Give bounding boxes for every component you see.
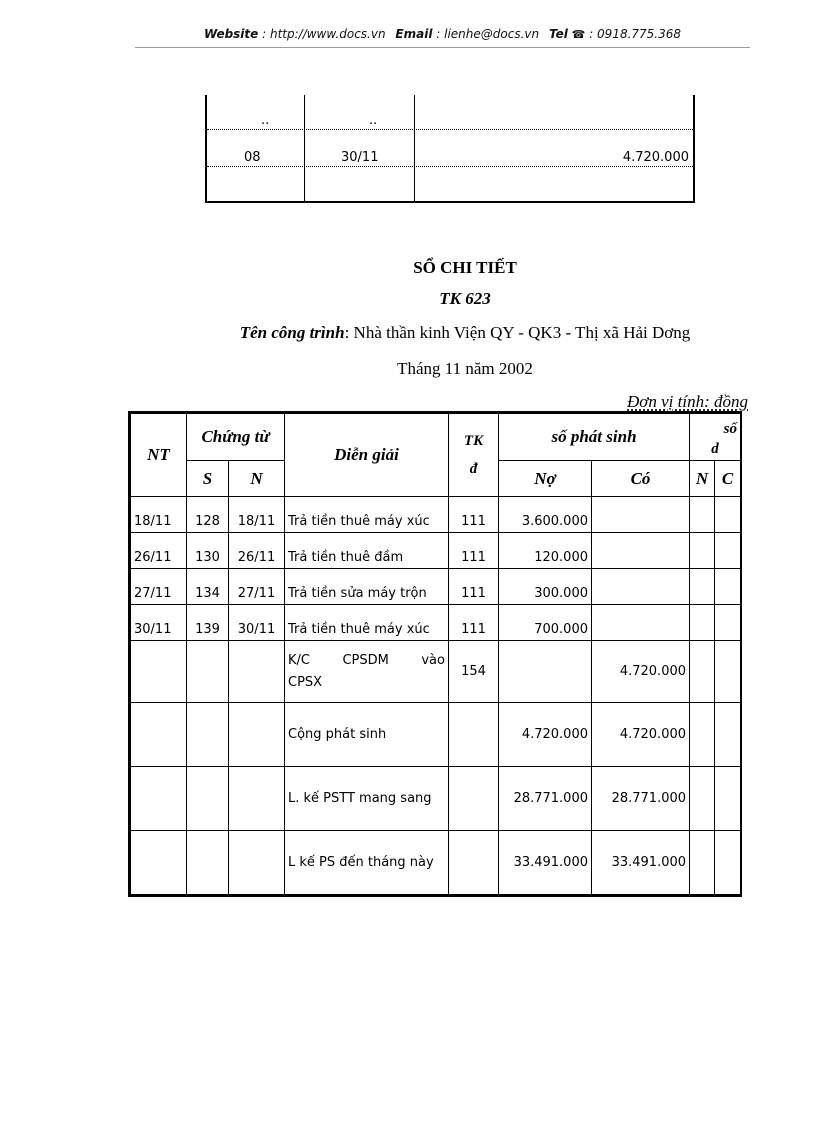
cell-s (187, 703, 229, 767)
cell-n: 26/11 (229, 533, 285, 569)
cell-du-c (715, 703, 741, 767)
cell-du-n (690, 533, 715, 569)
cell-n: 18/11 (229, 497, 285, 533)
cell-n (229, 767, 285, 831)
table-row (131, 641, 741, 703)
cell-nt: 27/11 (131, 569, 187, 605)
row-divider (207, 166, 693, 167)
cell-du-c (715, 533, 741, 569)
account-title: TK 623 (439, 289, 491, 308)
header-du-c: C (715, 461, 741, 497)
cell-co (592, 605, 690, 641)
phone-icon: ☎ (571, 28, 586, 41)
kc-desc-line2: CPSX (288, 674, 323, 690)
cell-du-n (690, 641, 715, 703)
cell-no: 4.720.000 (499, 703, 592, 767)
cell-du-c (715, 569, 741, 605)
table-row (131, 497, 741, 533)
cell-tk (449, 703, 499, 767)
fragment-dots-n: .. (369, 113, 378, 128)
cell-du-c (715, 497, 741, 533)
cell-desc: L. kế PSTT mang sang (285, 767, 449, 831)
header-chung-tu: Chứng từ (187, 414, 285, 461)
cell-s: 130 (187, 533, 229, 569)
cell-du-c (715, 605, 741, 641)
header-nt: NT (131, 414, 187, 497)
page-header (135, 27, 750, 48)
row-divider (207, 129, 693, 130)
cell-du-n (690, 497, 715, 533)
period-line: Tháng 11 năm 2002 (397, 359, 533, 378)
cell-no (499, 641, 592, 703)
cell-co: 4.720.000 (592, 641, 690, 703)
header-du-n: N (690, 461, 715, 497)
unit-label: Đơn vị tính: đồng (627, 392, 748, 411)
fragment-amount: 4.720.000 (622, 150, 689, 165)
fragment-n: 30/11 (341, 150, 379, 165)
cell-s (187, 767, 229, 831)
kc-word1: K/C (288, 652, 310, 668)
cell-desc: Trả tiền thuê máy xúc (285, 497, 449, 533)
column-divider (304, 95, 305, 201)
table-row (131, 569, 741, 605)
cell-co: 33.491.000 (592, 831, 690, 895)
website-label: Website (203, 27, 259, 41)
cell-co (592, 533, 690, 569)
cell-no: 300.000 (499, 569, 592, 605)
header-no: Nợ (499, 461, 592, 497)
tel-label: Tel (548, 27, 568, 41)
cell-s (187, 641, 229, 703)
header-tk-line2: đ (469, 461, 478, 477)
cell-s (187, 831, 229, 895)
kc-word2: CPSDM (342, 652, 389, 668)
tel-value: : 0918.775.368 (589, 27, 682, 41)
cell-du-n (690, 831, 715, 895)
cell-co: 28.771.000 (592, 767, 690, 831)
header-so-du (690, 414, 741, 461)
cell-desc (285, 641, 449, 703)
table-row (131, 533, 741, 569)
cell-desc: Trả tiền thuê đầm (285, 533, 449, 569)
header-s: S (187, 461, 229, 497)
cell-nt (131, 641, 187, 703)
header-dien-giai: Diễn giải (285, 414, 449, 497)
table-row (131, 703, 741, 767)
cell-no: 33.491.000 (499, 831, 592, 895)
cell-s: 134 (187, 569, 229, 605)
table-row (131, 605, 741, 641)
table-row (131, 767, 741, 831)
cell-nt: 30/11 (131, 605, 187, 641)
cell-no: 28.771.000 (499, 767, 592, 831)
cell-desc: Cộng phát sinh (285, 703, 449, 767)
header-so-du-line1: số (723, 421, 738, 437)
cell-n: 30/11 (229, 605, 285, 641)
kc-desc-line1 (288, 650, 445, 672)
cell-desc: Trả tiền sửa máy trộn (285, 569, 449, 605)
project-line (120, 323, 810, 343)
cell-du-c (715, 641, 741, 703)
email-value[interactable]: : lienhe@docs.vn (436, 27, 540, 41)
cell-tk: 111 (449, 533, 499, 569)
header-n: N (229, 461, 285, 497)
cell-s: 139 (187, 605, 229, 641)
cell-tk: 111 (449, 497, 499, 533)
cell-tk (449, 767, 499, 831)
cell-du-c (715, 831, 741, 895)
header-so-du-line2: d (711, 441, 719, 457)
cell-nt (131, 703, 187, 767)
cell-du-n (690, 767, 715, 831)
column-divider (414, 95, 415, 201)
cell-tk (449, 831, 499, 895)
cell-du-n (690, 569, 715, 605)
cell-du-n (690, 703, 715, 767)
previous-table-fragment (205, 95, 695, 203)
project-value: : Nhà thần kinh Viện QY - QK3 - Thị xã Hải Dơng (344, 323, 691, 342)
cell-tk: 111 (449, 569, 499, 605)
cell-nt (131, 767, 187, 831)
fragment-s: 08 (244, 150, 261, 165)
header-tk-line1: TK (463, 433, 484, 449)
cell-n (229, 703, 285, 767)
website-value[interactable]: : http://www.docs.vn (262, 27, 386, 41)
cell-nt: 26/11 (131, 533, 187, 569)
cell-nt: 18/11 (131, 497, 187, 533)
cell-desc: L kế PS đến tháng này (285, 831, 449, 895)
fragment-dots-s: .. (261, 113, 270, 128)
header-tk (449, 414, 499, 497)
table-row (131, 831, 741, 895)
cell-no: 120.000 (499, 533, 592, 569)
cell-s: 128 (187, 497, 229, 533)
project-label: Tên công trình (239, 323, 345, 342)
ledger-title: SỔ CHI TIẾT (413, 258, 517, 277)
cell-du-n (690, 605, 715, 641)
kc-word3: vào (421, 652, 445, 668)
cell-co: 4.720.000 (592, 703, 690, 767)
cell-nt (131, 831, 187, 895)
cell-no: 700.000 (499, 605, 592, 641)
header-so-phat-sinh: số phát sinh (499, 414, 690, 461)
cell-co (592, 497, 690, 533)
header-co: Có (592, 461, 690, 497)
cell-n (229, 831, 285, 895)
cell-du-c (715, 767, 741, 831)
cell-desc: Trả tiền thuê máy xúc (285, 605, 449, 641)
cell-co (592, 569, 690, 605)
cell-tk: 111 (449, 605, 499, 641)
ledger-table (128, 411, 742, 897)
cell-n (229, 641, 285, 703)
email-label: Email (395, 27, 433, 41)
cell-n: 27/11 (229, 569, 285, 605)
cell-no: 3.600.000 (499, 497, 592, 533)
cell-tk: 154 (449, 641, 499, 703)
